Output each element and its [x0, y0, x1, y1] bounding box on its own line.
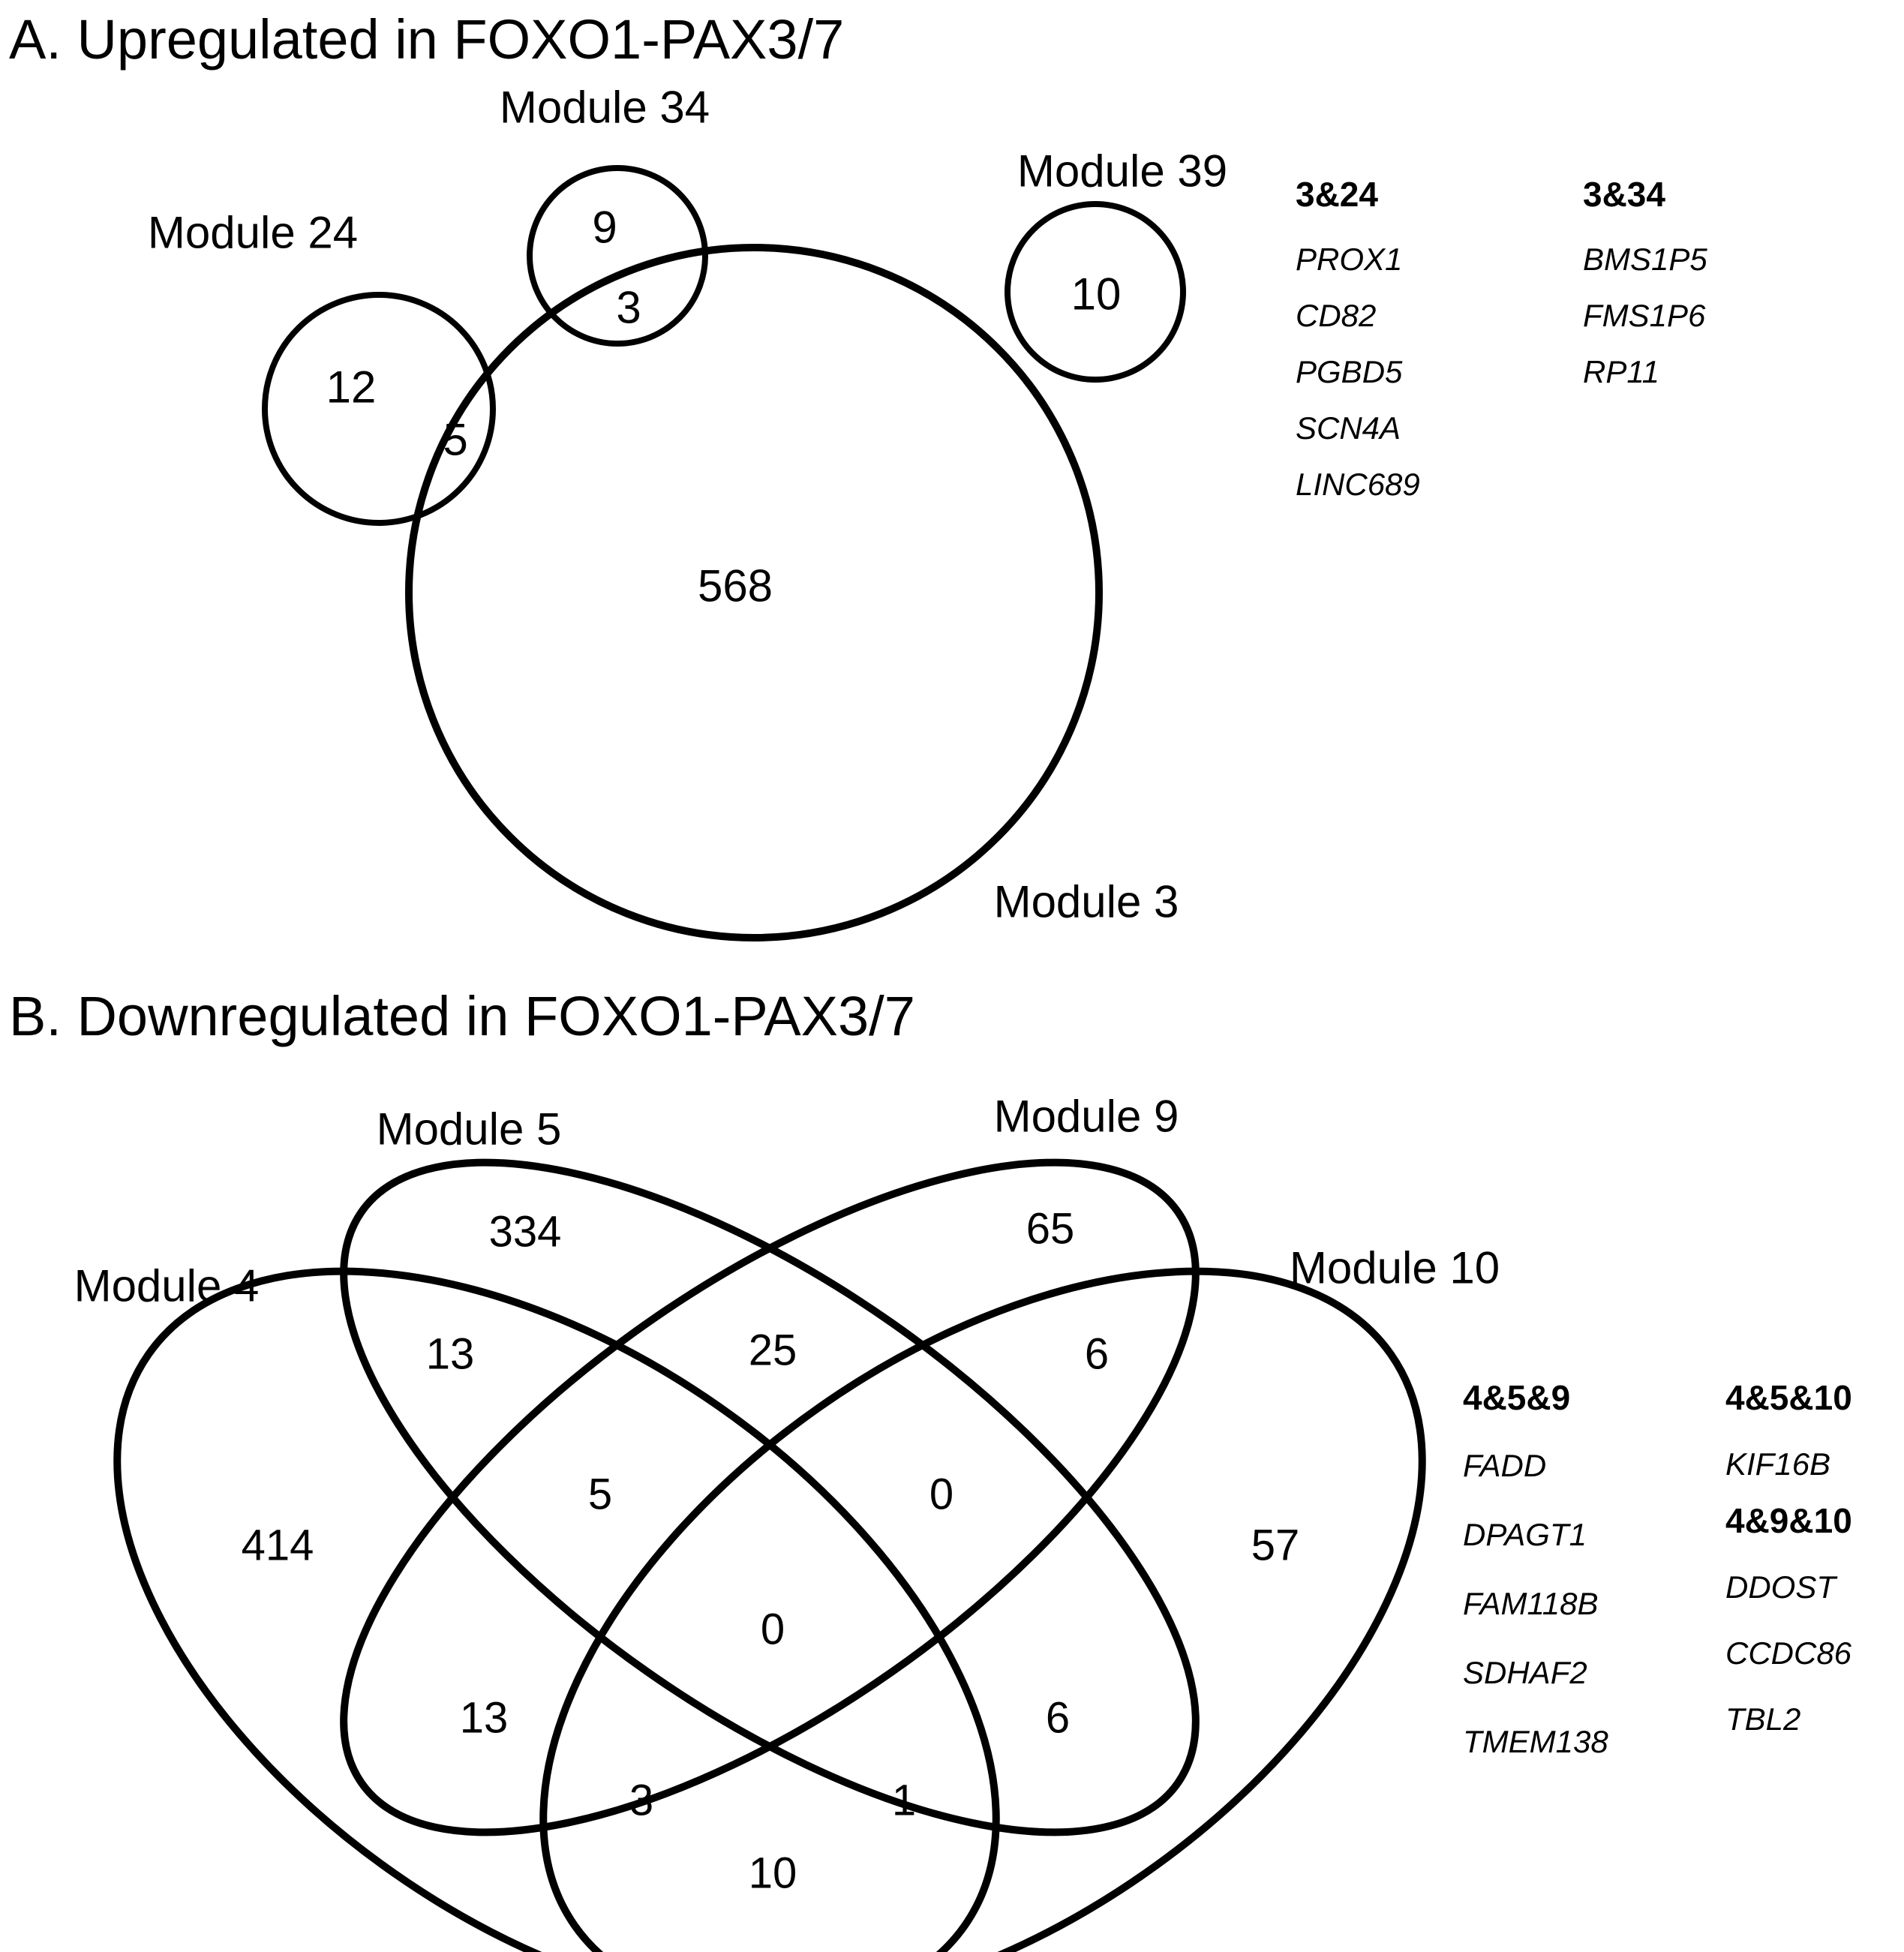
gene-item: BMS1P5 [1583, 242, 1707, 277]
panel-a-title: A. Upregulated in FOXO1-PAX3/7 [9, 8, 845, 71]
set-label-module3: Module 3 [993, 876, 1179, 927]
set-label-module9: Module 9 [993, 1091, 1179, 1142]
gene-column-4and5and10-4and9and10 [1725, 1374, 1852, 1752]
venn-count-10-only: 57 [1251, 1521, 1300, 1570]
gene-item: CD82 [1296, 298, 1377, 333]
gene-item: SCN4A [1296, 410, 1401, 446]
venn-count-5-9: 25 [748, 1326, 797, 1375]
set-label-module24: Module 24 [147, 207, 359, 258]
gene-item: TBL2 [1725, 1701, 1801, 1737]
set-label-module39: Module 39 [1017, 146, 1228, 197]
gene-item: FAM118B [1463, 1586, 1599, 1621]
set-label-module34: Module 34 [499, 82, 710, 133]
gene-item: PROX1 [1296, 242, 1403, 277]
gene-item: DDOST [1725, 1569, 1836, 1605]
gene-item: FMS1P6 [1583, 298, 1706, 333]
venn-count-5-only: 334 [488, 1207, 562, 1257]
gene-column-header: 4&9&10 [1725, 1501, 1852, 1540]
gene-item: LINC689 [1296, 467, 1420, 502]
venn-count-5-9-10: 0 [929, 1470, 954, 1519]
gene-column-3and24 [1296, 171, 1420, 512]
panel-b-title: B. Downregulated in FOXO1-PAX3/7 [9, 985, 915, 1047]
venn-count-5-10: 6 [1045, 1693, 1071, 1743]
venn-count-4-9: 13 [459, 1693, 509, 1743]
gene-item: TMEM138 [1463, 1724, 1608, 1759]
gene-column-4and5and9 [1463, 1374, 1608, 1776]
gene-item: KIF16B [1725, 1446, 1831, 1482]
gene-column-header: 3&24 [1296, 175, 1378, 214]
gene-item: RP11 [1583, 354, 1659, 389]
venn-count-4-only: 414 [241, 1521, 314, 1570]
gene-column-header: 4&5&10 [1725, 1378, 1852, 1417]
gene-column-3and34 [1583, 171, 1707, 400]
venn-count-4-5-9-10: 0 [760, 1605, 785, 1654]
venn-count-4-9-10: 3 [629, 1776, 654, 1825]
venn-count-24-and-3: 5 [443, 414, 468, 465]
set-label-module5: Module 5 [376, 1104, 562, 1155]
venn-count-4-5-9: 5 [587, 1470, 613, 1519]
venn-count-9-only: 65 [1026, 1204, 1075, 1254]
gene-item: CCDC86 [1725, 1635, 1852, 1671]
venn-count-34-and-3: 3 [616, 282, 641, 333]
gene-column-header: 3&34 [1583, 175, 1665, 214]
venn-count-9-10: 6 [1084, 1329, 1110, 1379]
venn-count-3-only: 568 [697, 560, 773, 611]
gene-item: PGBD5 [1296, 354, 1403, 389]
gene-item: SDHAF2 [1463, 1655, 1587, 1690]
gene-item: DPAGT1 [1463, 1517, 1587, 1552]
venn-count-24-only: 12 [326, 362, 377, 413]
set-label-module10: Module 10 [1289, 1242, 1500, 1293]
set-label-module4: Module 4 [74, 1260, 260, 1311]
venn-count-39-only: 10 [1071, 269, 1122, 320]
venn-count-4-5: 13 [425, 1329, 475, 1379]
gene-column-header: 4&5&9 [1463, 1378, 1571, 1417]
gene-item: FADD [1463, 1448, 1547, 1483]
venn-count-4-10: 10 [748, 1848, 797, 1898]
venn-count-4-5-10: 1 [891, 1776, 917, 1825]
venn-count-34-only: 9 [592, 202, 617, 253]
